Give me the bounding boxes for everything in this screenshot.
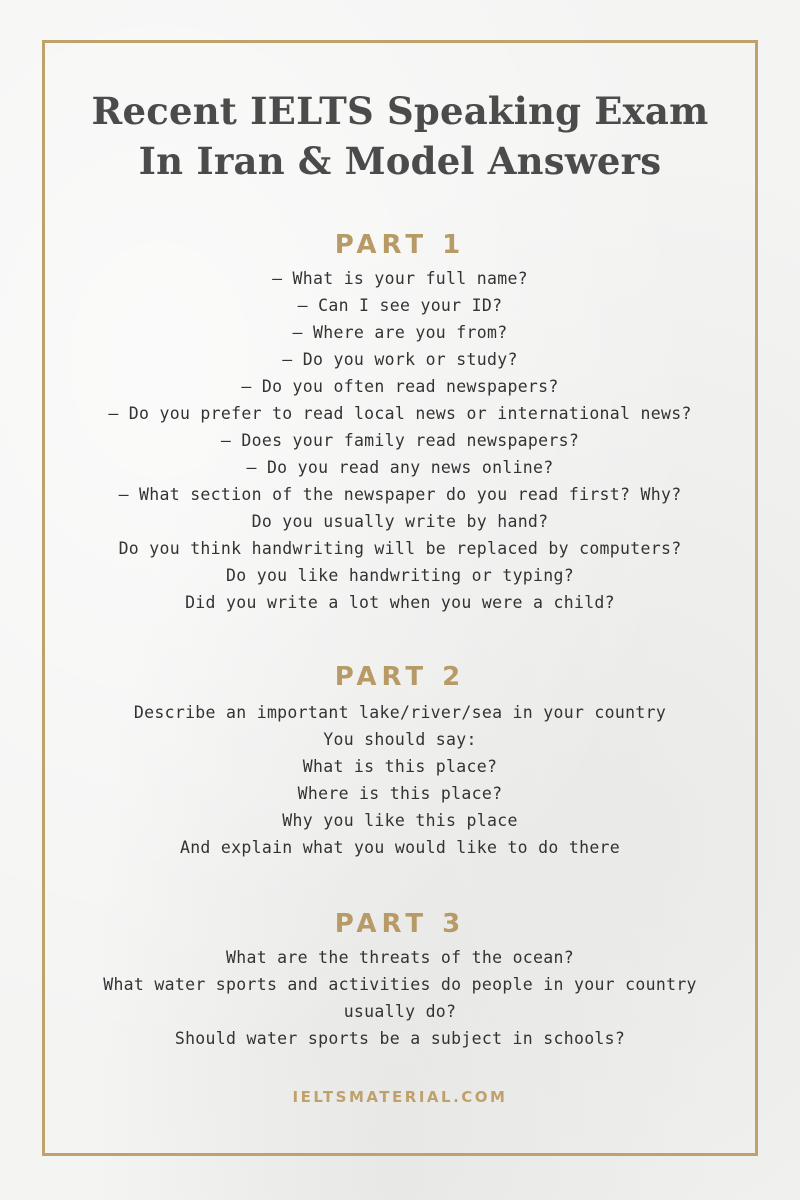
question-line: Do you usually write by hand?	[251, 512, 549, 531]
question-line: – Do you often read newspapers?	[241, 377, 559, 396]
part-3-questions	[0, 944, 800, 1052]
prompt-line: What is this place?	[302, 757, 498, 776]
prompt-line: Describe an important lake/river/sea in your country	[133, 703, 667, 722]
page-title	[0, 86, 800, 186]
question-line: Should water sports be a subject in schools?	[174, 1029, 626, 1048]
part-2-prompt	[0, 699, 800, 861]
question-line: – What is your full name?	[272, 269, 528, 288]
question-line: – Do you work or study?	[282, 350, 518, 369]
part-1-heading: PART 1	[334, 230, 466, 260]
question-line: What water sports and activities do people in your country	[103, 975, 697, 994]
title-line-2: In Iran & Model Answers	[138, 139, 662, 183]
site-footer-label: IELTSMATERIAL.COM	[292, 1088, 508, 1106]
question-line: usually do?	[343, 1002, 457, 1021]
part-1-questions	[0, 265, 800, 616]
prompt-line: You should say:	[323, 730, 477, 749]
part-3-heading: PART 3	[334, 909, 466, 939]
part-3-section	[0, 908, 800, 1052]
question-line: – What section of the newspaper do you read first? Why?	[118, 485, 682, 504]
question-line: – Where are you from?	[292, 323, 508, 342]
question-line: Do you think handwriting will be replaced by computers?	[118, 539, 682, 558]
title-line-1: Recent IELTS Speaking Exam	[91, 89, 709, 133]
prompt-line: And explain what you would like to do there	[179, 838, 621, 857]
prompt-line: Why you like this place	[282, 811, 518, 830]
question-line: – Do you prefer to read local news or international news?	[108, 404, 692, 423]
prompt-line: Where is this place?	[297, 784, 503, 803]
question-line: Do you like handwriting or typing?	[226, 566, 574, 585]
question-line: – Do you read any news online?	[246, 458, 554, 477]
question-line: Did you write a lot when you were a child?	[185, 593, 615, 612]
part-2-section	[0, 661, 800, 861]
part-2-heading: PART 2	[334, 662, 466, 692]
question-line: What are the threats of the ocean?	[226, 948, 574, 967]
question-line: – Can I see your ID?	[297, 296, 503, 315]
part-1-section	[0, 229, 800, 616]
question-line: – Does your family read newspapers?	[220, 431, 580, 450]
